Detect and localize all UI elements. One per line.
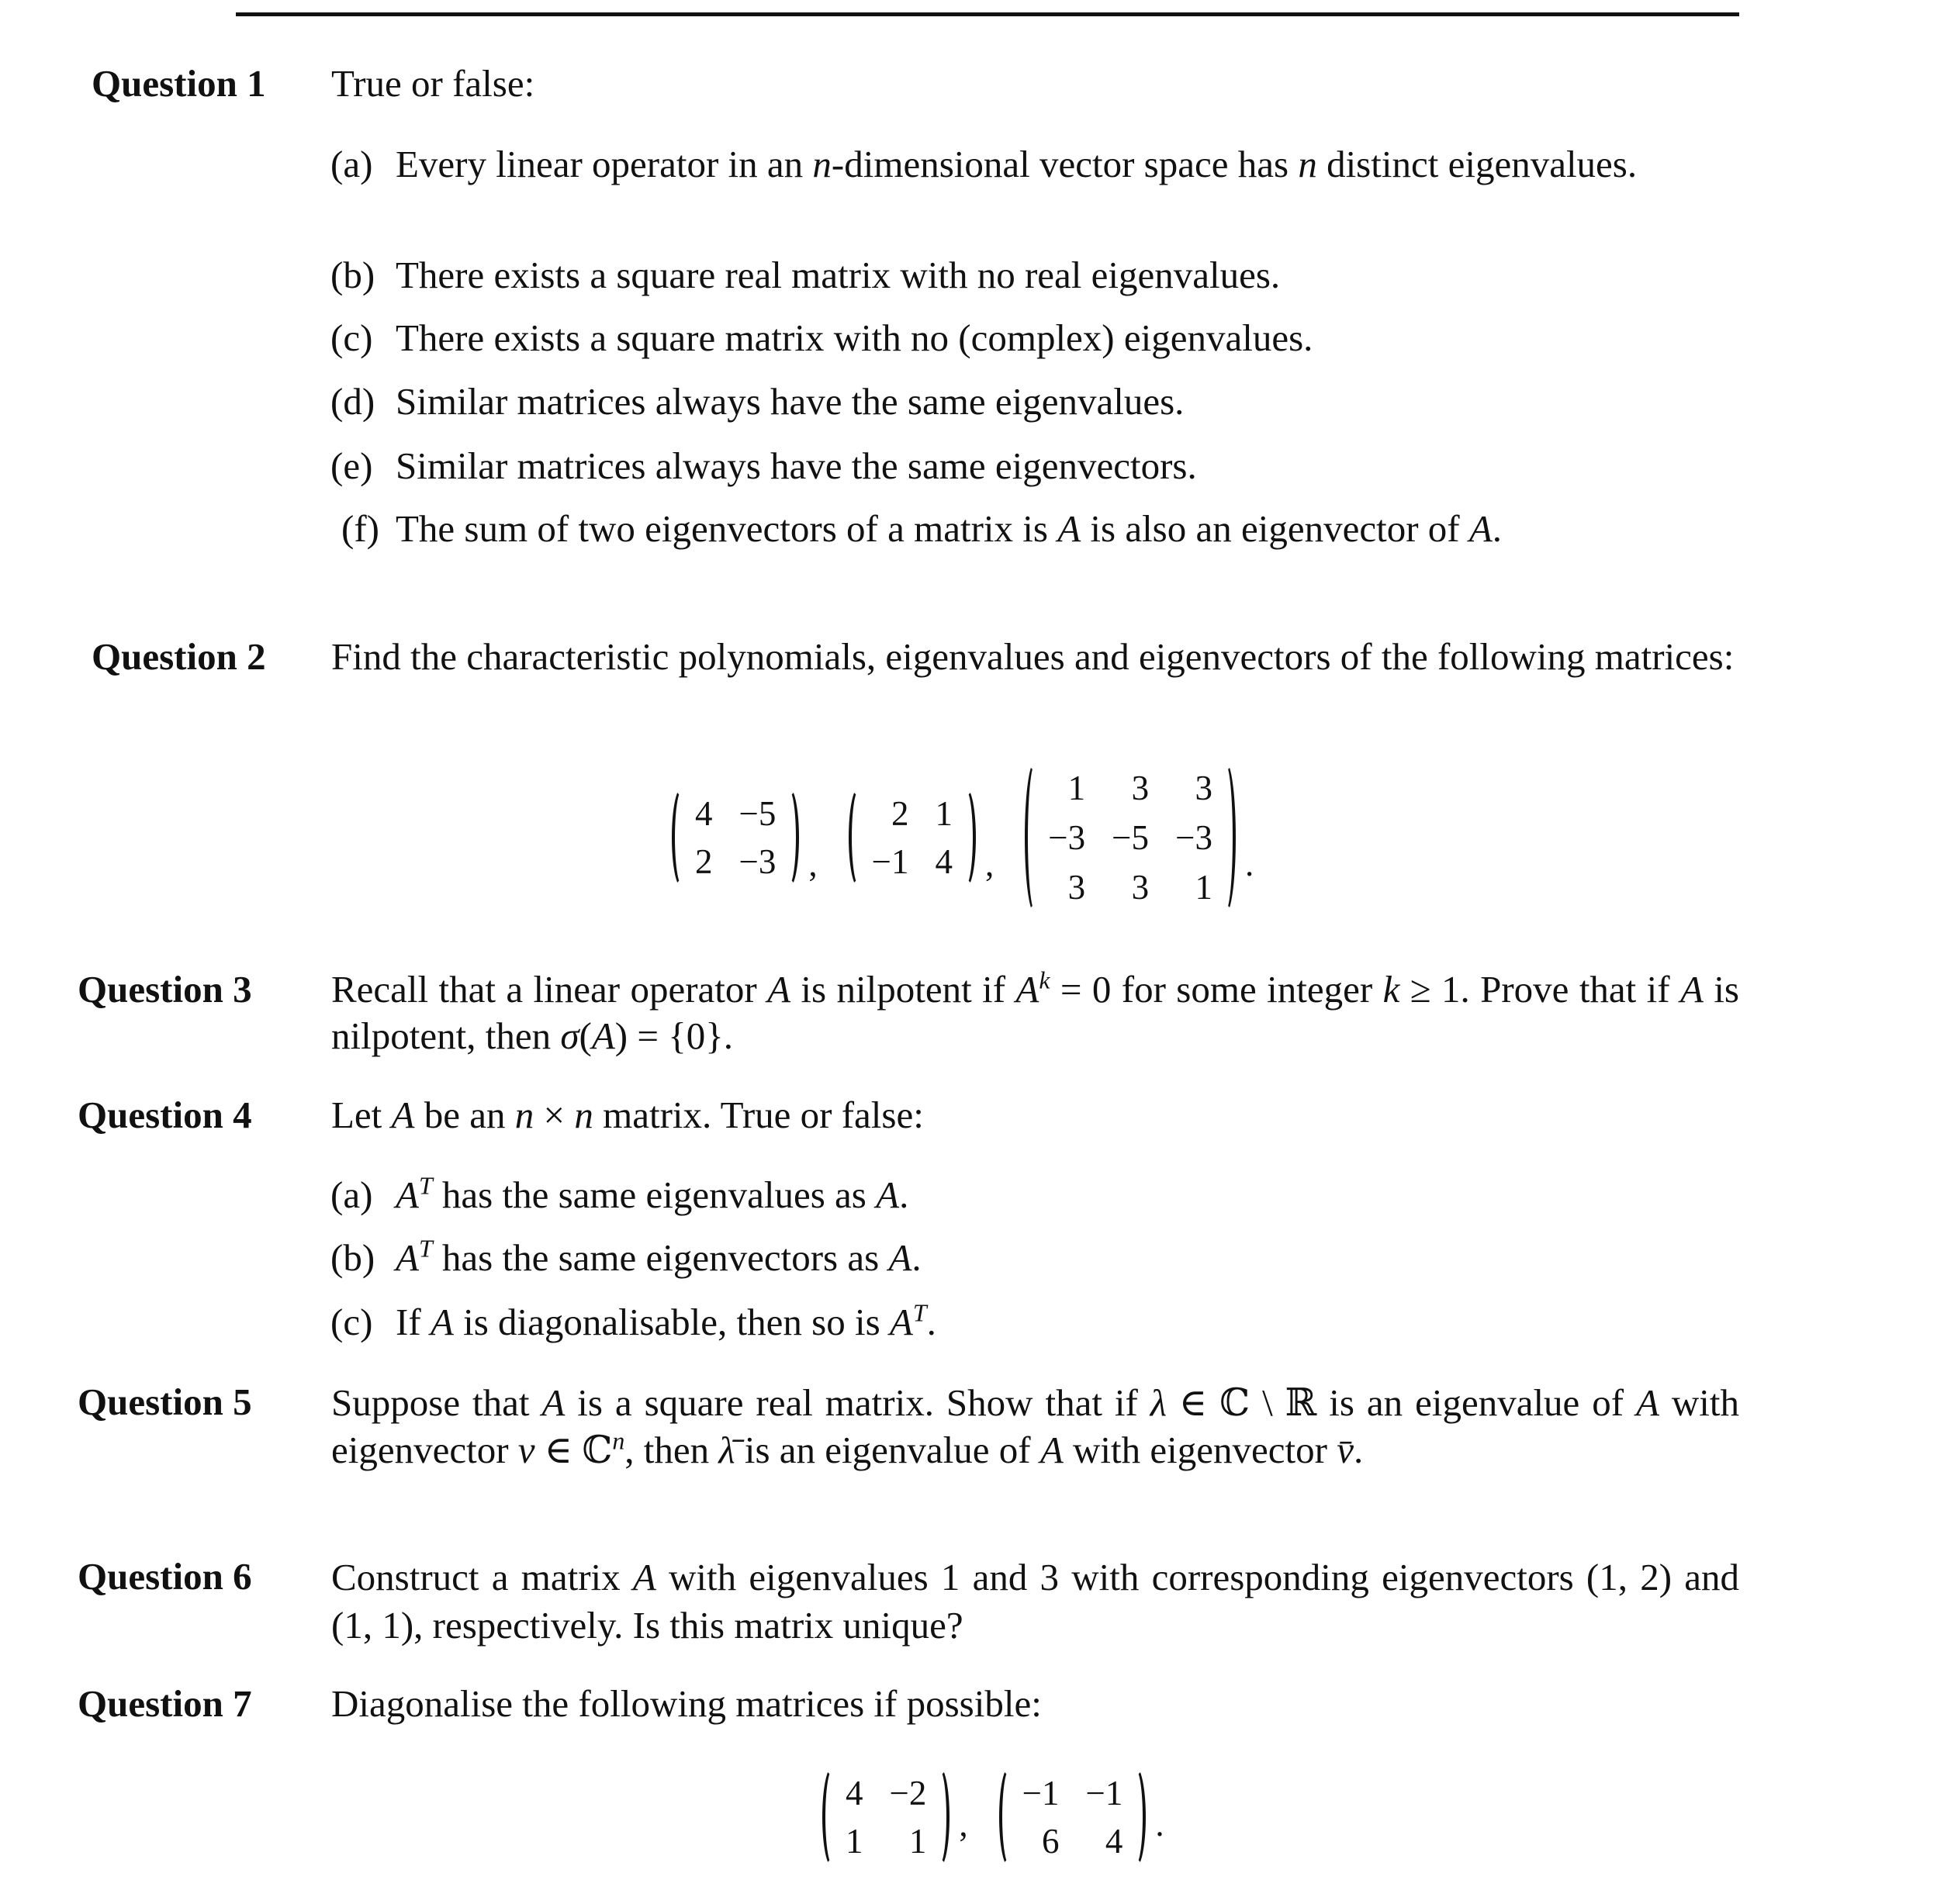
question-6-text: Construct a matrix A with eigenvalues 1 and 3 with corresponding eigenvectors (1, 2) and (1, 1), respectively. Is this matrix unique? — [331, 1556, 1740, 1647]
matrix-cell: 2 — [695, 842, 713, 881]
matrix-cell: 3 — [1131, 769, 1150, 807]
item-text: $A^T$ has the same eigenvectors as A. — [396, 1235, 922, 1279]
item-text: There exists a square real matrix with no real eigenvalues. — [396, 254, 1281, 296]
item-text: $A^T$ has the same eigenvalues as A. — [396, 1172, 909, 1216]
matrix-cell: 4 — [695, 794, 713, 833]
question-4-item-a — [330, 1172, 1739, 1218]
question-2-matrices — [672, 760, 1254, 915]
right-paren — [779, 787, 799, 888]
question-7-text: Diagonalise the following matrices if possible: — [331, 1682, 1042, 1725]
right-paren — [929, 1767, 950, 1868]
matrix-cell: 1 — [1195, 868, 1212, 907]
matrix-cell: −3 — [1175, 818, 1212, 857]
matrix-cell: 3 — [1067, 868, 1086, 907]
item-text: Every linear operator in an n-dimensional vector space has n distinct eigenvalues. — [396, 143, 1638, 185]
question-1-text: True or false: — [331, 62, 535, 105]
item-label: (a) — [330, 143, 373, 185]
question-4-label: Question 4 — [78, 1094, 252, 1136]
question-4-text: Let A be an n × n matrix. True or false: — [331, 1094, 924, 1136]
matrix-cell: −1 — [1022, 1774, 1060, 1812]
left-paren — [822, 1767, 842, 1868]
matrix-cell: 4 — [935, 842, 953, 881]
matrix-grid — [692, 787, 779, 888]
matrix-cell: 1 — [935, 794, 953, 833]
question-5-label: Question 5 — [78, 1380, 252, 1423]
question-7-label: Question 7 — [78, 1682, 252, 1725]
item-label: (e) — [330, 444, 373, 487]
question-4-item-c — [330, 1299, 1739, 1346]
matrix-grid — [1045, 762, 1216, 914]
question-2-text: Find the characteristic polynomials, eigenvalues and eigenvectors of the following matrices: — [331, 635, 1735, 678]
matrix-cell: 4 — [1105, 1822, 1123, 1861]
matrix — [1025, 762, 1236, 914]
matrix — [822, 1767, 950, 1868]
item-label: (f) — [341, 507, 379, 550]
matrix-cell: −5 — [1112, 818, 1150, 857]
item-label: (d) — [330, 380, 375, 423]
item-label: (a) — [330, 1173, 373, 1216]
matrix-cell: 4 — [846, 1774, 863, 1812]
matrix-separator: . — [1155, 1805, 1164, 1844]
matrix-cell: 1 — [1067, 769, 1086, 807]
question-1-item-e — [330, 443, 1739, 489]
question-1-item-f — [330, 506, 1739, 552]
matrix-cell: −1 — [871, 842, 909, 881]
left-paren — [999, 1767, 1019, 1868]
left-paren — [849, 787, 869, 888]
matrix-separator: . — [1244, 845, 1254, 883]
matrix-cell: −3 — [739, 842, 777, 881]
question-1-item-d — [330, 378, 1739, 425]
matrix-separator: , — [985, 845, 994, 883]
matrix-cell: 1 — [846, 1822, 863, 1861]
matrix-grid — [1019, 1767, 1126, 1868]
matrix-cell: −3 — [1048, 818, 1086, 857]
right-paren — [1216, 762, 1236, 914]
question-6-label: Question 6 — [78, 1555, 252, 1598]
question-1-label: Question 1 — [92, 62, 266, 105]
matrix-cell: 6 — [1042, 1822, 1060, 1861]
item-label: (b) — [330, 254, 375, 296]
item-text: Similar matrices always have the same eigenvalues. — [396, 380, 1185, 423]
matrix-grid — [842, 1767, 929, 1868]
item-text: There exists a square matrix with no (complex) eigenvalues. — [396, 316, 1313, 359]
question-5-text: Suppose that A is a square real matrix. Show that if λ ∈ ℂ \ ℝ is an eigenvalue of A with eigenvector v ∈ ℂ$^n$, then λ̄ is an eigenvalue of A with eigenvector v̄. — [331, 1381, 1739, 1471]
header-rule — [236, 12, 1739, 16]
matrix-cell: 2 — [891, 794, 909, 833]
item-text: If A is diagonalisable, then so is $A^T$. — [396, 1299, 936, 1343]
matrix-cell: −2 — [889, 1774, 927, 1812]
question-2-label: Question 2 — [92, 635, 266, 678]
matrix-cell: 3 — [1131, 868, 1150, 907]
left-paren — [672, 787, 692, 888]
matrix-cell: 3 — [1195, 769, 1212, 807]
matrix-cell: 1 — [908, 1822, 927, 1861]
matrix-cell: −5 — [739, 794, 777, 833]
question-3-text: Recall that a linear operator A is nilpotent if $A^k = 0$ for some integer k ≥ 1. Prove that if A is nilpotent, then σ(A) = {0}. — [331, 966, 1740, 1057]
matrix — [999, 1767, 1147, 1868]
question-7-matrices — [822, 1759, 1164, 1875]
matrix — [672, 787, 799, 888]
question-1-item-b — [330, 252, 1739, 299]
matrix — [849, 787, 976, 888]
matrix-cell: −1 — [1085, 1774, 1123, 1812]
item-text: Similar matrices always have the same eigenvectors. — [396, 444, 1197, 487]
right-paren — [956, 787, 976, 888]
matrix-separator: , — [808, 845, 818, 883]
item-label: (c) — [330, 1301, 373, 1343]
question-4-item-b — [330, 1235, 1739, 1281]
matrix-separator: , — [959, 1805, 968, 1844]
matrix-grid — [869, 787, 956, 888]
question-1-item-a — [330, 141, 1739, 188]
question-3-label: Question 3 — [78, 968, 252, 1011]
question-1-item-c — [330, 315, 1739, 361]
right-paren — [1126, 1767, 1146, 1868]
item-label: (c) — [330, 316, 373, 359]
item-text: The sum of two eigenvectors of a matrix is A is also an eigenvector of A. — [396, 507, 1503, 550]
left-paren — [1025, 762, 1045, 914]
item-label: (b) — [330, 1236, 375, 1279]
